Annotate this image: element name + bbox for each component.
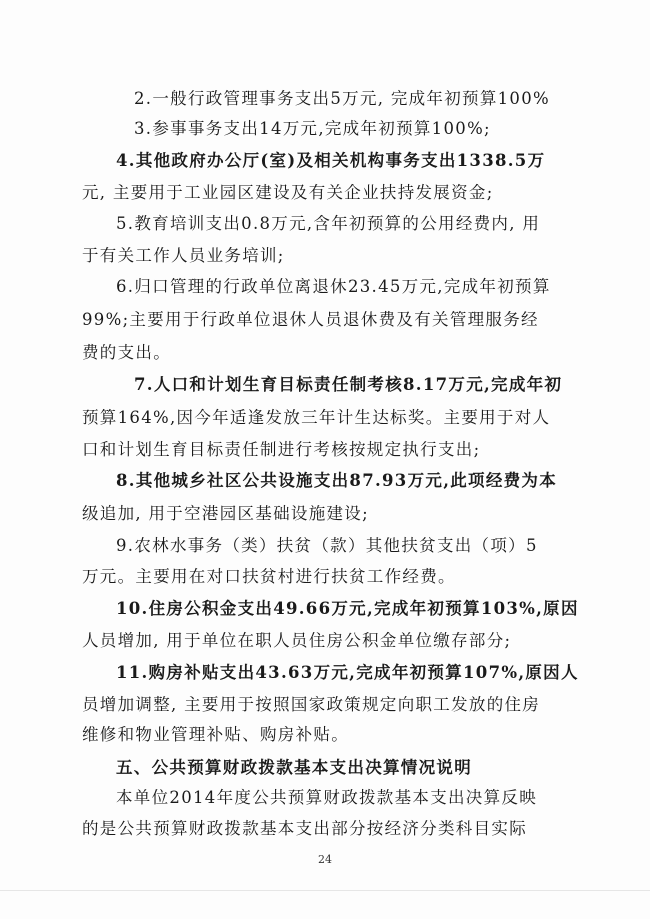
text-line: 4.其他政府办公厅(室)及相关机构事务支出1338.5万 — [116, 151, 546, 170]
text-line: 的是公共预算财政拨款基本支出部分按经济分类科目实际 — [82, 819, 527, 838]
text-line: 预算164%,因今年适逢发放三年计生达标奖。主要用于对人 — [82, 408, 551, 427]
text-line: 3.参事事务支出14万元,完成年初预算100%; — [134, 119, 491, 138]
text-line: 2.一般行政管理事务支出5万元, 完成年初预算100% — [134, 89, 551, 108]
text-line: 维修和物业管理补贴、购房补贴。 — [82, 725, 349, 744]
text-line: 员增加调整, 主要用于按照国家政策规定向职工发放的住房 — [82, 695, 541, 714]
text-line: 元, 主要用于工业园区建设及有关企业扶持发展资金; — [82, 183, 494, 202]
text-line: 99%;主要用于行政单位退休人员退休费及有关管理服务经 — [82, 310, 539, 329]
text-line: 口和计划生育目标责任制进行考核按规定执行支出; — [82, 440, 481, 459]
text-line: 8.其他城乡社区公共设施支出87.93万元,此项经费为本 — [116, 471, 558, 490]
text-line: 万元。主要用在对口扶贫村进行扶贫工作经费。 — [82, 567, 456, 586]
text-line: 5.教育培训支出0.8万元,含年初预算的公用经费内, 用 — [116, 214, 541, 233]
text-line: 五、公共预算财政拨款基本支出决算情况说明 — [116, 758, 472, 777]
text-line: 于有关工作人员业务培训; — [82, 246, 285, 265]
text-line: 7.人口和计划生育目标责任制考核8.17万元,完成年初 — [134, 375, 563, 394]
text-line: 6.归口管理的行政单位离退休23.45万元,完成年初预算 — [116, 277, 551, 296]
text-line: 人员增加, 用于单位在职人员住房公积金单位缴存部分; — [82, 631, 512, 650]
scan-edge — [0, 890, 650, 891]
text-line: 费的支出。 — [82, 343, 171, 362]
text-line: 10.住房公积金支出49.66万元,完成年初预算103%,原因 — [116, 599, 579, 618]
page-number: 24 — [318, 853, 332, 866]
text-line: 级追加, 用于空港园区基础设施建设; — [82, 504, 369, 523]
text-line: 本单位2014年度公共预算财政拨款基本支出决算反映 — [116, 788, 537, 807]
text-line: 11.购房补贴支出43.63万元,完成年初预算107%,原因人 — [116, 663, 579, 682]
text-line: 9.农林水事务（类）扶贫（款）其他扶贫支出（项）5 — [116, 536, 538, 555]
